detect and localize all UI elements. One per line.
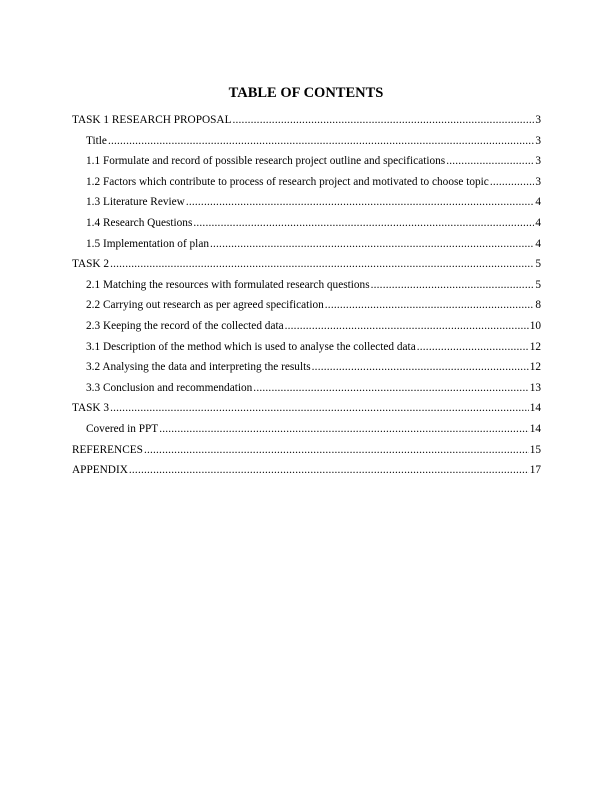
toc-page-number: 13 — [529, 381, 541, 394]
toc-page-number: 3 — [535, 134, 541, 147]
toc-dot-leader — [446, 155, 534, 168]
toc-entry-1-2[interactable] — [72, 176, 541, 197]
toc-entry-label: 3.2 Analysing the data and interpreting the results — [86, 361, 311, 374]
toc-entry-label: 2.1 Matching the resources with formulated research questions — [86, 278, 370, 291]
toc-dot-leader — [312, 361, 529, 374]
toc-entry-label: 1.3 Literature Review — [86, 196, 185, 209]
toc-entry-label: TASK 1 RESEARCH PROPOSAL — [72, 114, 232, 126]
toc-entry-task-1[interactable] — [72, 114, 541, 135]
page-title: TABLE OF CONTENTS — [228, 85, 384, 101]
toc-page-number: 5 — [535, 258, 541, 271]
toc-page-number: 4 — [535, 196, 541, 209]
toc-dot-leader — [110, 402, 529, 415]
toc-entry-references[interactable] — [72, 444, 541, 465]
toc-entry-1-1[interactable] — [72, 155, 541, 176]
toc-page-number: 14 — [529, 422, 541, 435]
toc-entry-2-2[interactable] — [72, 299, 541, 320]
toc-dot-leader — [144, 444, 529, 457]
toc-entry-3-1[interactable] — [72, 341, 541, 362]
toc-dot-leader — [285, 320, 529, 333]
toc-entry-label: Covered in PPT — [86, 422, 159, 435]
toc-page-number: 4 — [535, 216, 541, 229]
toc-dot-leader — [186, 196, 535, 209]
toc-dot-leader — [490, 176, 535, 189]
toc-entry-label: APPENDIX — [72, 464, 128, 477]
toc-entry-label: 2.2 Carrying out research as per agreed specification — [86, 299, 324, 312]
toc-page-number: 3 — [535, 114, 541, 126]
toc-dot-leader — [129, 464, 529, 477]
toc-entry-task-3[interactable] — [72, 402, 541, 423]
toc-page-number: 4 — [535, 237, 541, 250]
toc-dot-leader — [193, 217, 534, 230]
toc-dot-leader — [108, 135, 534, 148]
toc-dot-leader — [371, 279, 535, 292]
toc-dot-leader — [210, 238, 534, 251]
toc-entry-1-4[interactable] — [72, 217, 541, 238]
toc-entry-3-3[interactable] — [72, 382, 541, 403]
toc-page-number: 15 — [529, 443, 541, 456]
toc-entry-label: 1.2 Factors which contribute to process of research project and motivated to choose topic — [86, 175, 489, 188]
toc-entry-label: 2.3 Keeping the record of the collected data — [86, 319, 284, 332]
toc-dot-leader — [325, 299, 535, 312]
toc-entry-label: 3.3 Conclusion and recommendation — [86, 381, 253, 394]
toc-entry-label: REFERENCES — [72, 443, 143, 456]
toc-list — [72, 114, 541, 485]
toc-page-number: 10 — [529, 319, 541, 332]
toc-entry-title[interactable] — [72, 135, 541, 156]
toc-page-number: 14 — [529, 402, 541, 415]
toc-entry-label: TASK 3 — [72, 402, 110, 415]
toc-dot-leader — [253, 382, 528, 395]
toc-entry-task-2[interactable] — [72, 258, 541, 279]
toc-page-number: 5 — [535, 278, 541, 291]
toc-page-number: 3 — [535, 175, 541, 188]
toc-entry-2-3[interactable] — [72, 320, 541, 341]
toc-entry-covered-in-ppt[interactable] — [72, 423, 541, 444]
toc-dot-leader — [159, 423, 529, 436]
toc-entry-3-2[interactable] — [72, 361, 541, 382]
toc-entry-2-1[interactable] — [72, 279, 541, 300]
toc-page-number: 8 — [535, 299, 541, 312]
toc-entry-label: 1.1 Formulate and record of possible research project outline and specifications — [86, 155, 446, 168]
toc-entry-label: Title — [86, 134, 107, 147]
toc-entry-1-3[interactable] — [72, 196, 541, 217]
toc-entry-label: 1.4 Research Questions — [86, 216, 193, 229]
toc-dot-leader — [417, 341, 529, 354]
toc-entry-label: 1.5 Implementation of plan — [86, 237, 209, 250]
toc-entry-label: TASK 2 — [72, 258, 110, 271]
toc-page-number: 17 — [529, 464, 541, 477]
toc-page-number: 3 — [535, 155, 541, 168]
toc-page-number: 12 — [529, 361, 541, 374]
toc-page-number: 12 — [529, 340, 541, 353]
toc-dot-leader — [110, 258, 534, 271]
toc-entry-label: 3.1 Description of the method which is used to analyse the collected data — [86, 340, 416, 353]
toc-entry-appendix[interactable] — [72, 464, 541, 485]
toc-dot-leader — [232, 114, 534, 127]
toc-entry-1-5[interactable] — [72, 238, 541, 259]
